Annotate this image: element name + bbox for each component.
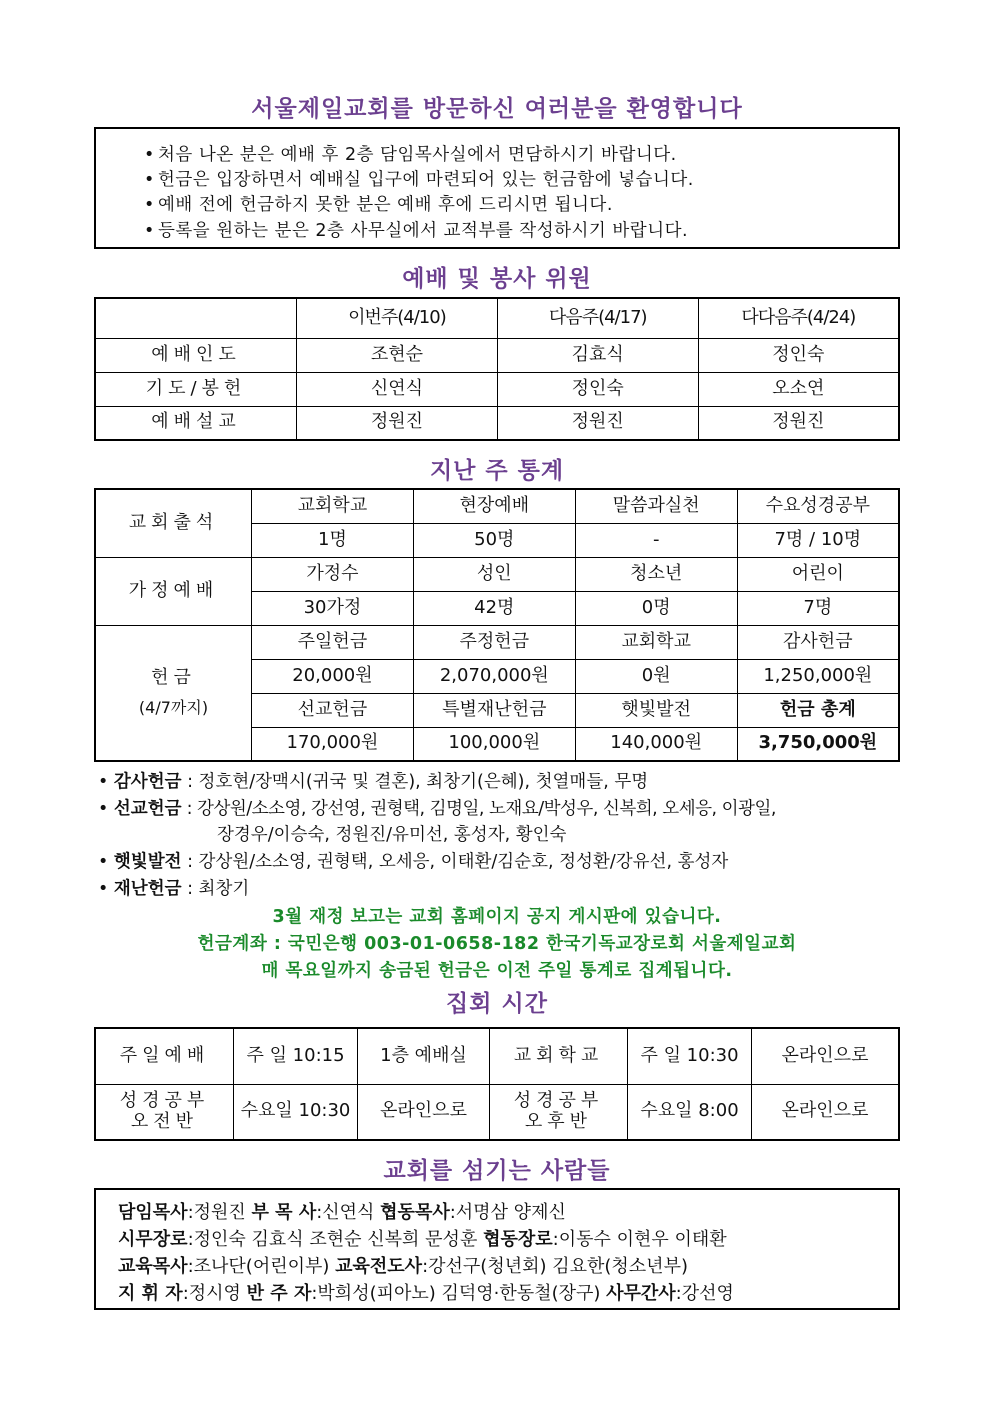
stat-value: 100,000원 — [413, 727, 575, 761]
offering-label-text: 헌금 — [151, 667, 196, 689]
intro-line: • 예배 전에 헌금하지 못한 분은 예배 후에 드리시면 됩니다. — [144, 195, 613, 215]
stat-header: 청소년 — [575, 557, 737, 591]
stat-value: 0원 — [575, 659, 737, 693]
stat-header: 주일헌금 — [252, 625, 414, 659]
stat-header: 말씀과실천 — [575, 489, 737, 523]
thanks-label: 감사헌금 — [113, 772, 182, 792]
server-cell: 조현순 — [297, 338, 498, 372]
thanks-line: • 감사헌금 : 정호현/장맥시(귀국 및 결혼), 최창기(은혜), 첫열매들, 무명 — [98, 772, 649, 792]
role-label: 예배설교 — [95, 406, 297, 440]
stat-value: 2,070,000원 — [413, 659, 575, 693]
schedule-cell: 성경공부 오후반 — [490, 1084, 628, 1140]
schedule-cell: 1층 예배실 — [358, 1028, 490, 1084]
disaster-line: • 재난헌금 : 최창기 — [98, 879, 250, 899]
staff-line: 시무장로:정인숙 김효식 조현순 신복희 문성훈 협동장로:이동수 이현우 이태환 — [118, 1229, 727, 1250]
offering-label — [95, 625, 252, 761]
stat-value: 7명 — [737, 591, 899, 625]
welcome-box — [94, 127, 900, 249]
notice-line: 매 목요일까지 송금된 헌금은 이전 주일 통계로 집계됩니다. — [261, 961, 733, 981]
intro-line: • 헌금은 입장하면서 예배실 입구에 마련되어 있는 헌금함에 넣습니다. — [144, 170, 694, 190]
stat-header: 교회학교 — [575, 625, 737, 659]
schedule-cell: 온라인으로 — [358, 1084, 490, 1140]
staff-line: 교육목사:조나단(어린이부) 교육전도사:강선구(청년회) 김요한(청소년부) — [118, 1256, 688, 1277]
week-header: 다음주(4/17) — [497, 298, 698, 338]
family-label: 가정예배 — [95, 557, 252, 625]
stat-header: 수요성경공부 — [737, 489, 899, 523]
schedule-title: 집회 시간 — [446, 991, 548, 1017]
schedule-cell: 성경공부 오전반 — [95, 1084, 234, 1140]
solar-label: 햇빛발전 — [113, 852, 182, 872]
stat-value: 30가정 — [252, 591, 414, 625]
mission-names: : 강상원/소소영, 강선영, 권형택, 김명일, 노재요/박성우, 신복희, 오세응, 이광일, — [181, 799, 776, 819]
stat-value: 7명 / 10명 — [737, 523, 899, 557]
disaster-label: 재난헌금 — [113, 879, 182, 899]
role-label: 기도/봉헌 — [95, 372, 297, 406]
server-cell: 오소연 — [698, 372, 899, 406]
stat-header: 현장예배 — [413, 489, 575, 523]
staff-line: 지 휘 자:정시영 반 주 자:박희성(피아노) 김덕영·한동철(장구) 사무간사:강선영 — [118, 1283, 734, 1304]
stat-header: 햇빛발전 — [575, 693, 737, 727]
stat-value: - — [575, 523, 737, 557]
stat-value: 20,000원 — [252, 659, 414, 693]
attendance-label: 교회출석 — [95, 489, 252, 557]
schedule-cell: 온라인으로 — [752, 1084, 900, 1140]
schedule-cell: 주 일 10:15 — [234, 1028, 358, 1084]
intro-line: • 처음 나온 분은 예배 후 2층 담임목사실에서 면담하시기 바랍니다. — [144, 145, 677, 165]
mission-line-2: 장경우/이승숙, 정원진/유미선, 홍성자, 황인숙 — [217, 825, 567, 845]
week-header: 이번주(4/10) — [297, 298, 498, 338]
server-cell: 정인숙 — [698, 338, 899, 372]
server-cell: 김효식 — [497, 338, 698, 372]
role-label: 예배인도 — [95, 338, 297, 372]
schedule-table — [94, 1027, 900, 1141]
server-cell: 정인숙 — [497, 372, 698, 406]
empty-cell — [95, 298, 297, 338]
staff-title: 교회를 섬기는 사람들 — [383, 1158, 611, 1184]
stat-header: 성인 — [413, 557, 575, 591]
stat-value: 0명 — [575, 591, 737, 625]
notice-line: 3월 재정 보고는 교회 홈페이지 공지 게시판에 있습니다. — [272, 907, 722, 927]
offering-sublabel: (4/7까지) — [138, 697, 209, 717]
schedule-cell: 교회학교 — [490, 1028, 628, 1084]
stat-value: 1명 — [252, 523, 414, 557]
staff-box — [94, 1188, 900, 1310]
stat-value: 50명 — [413, 523, 575, 557]
stat-header: 특별재난헌금 — [413, 693, 575, 727]
servers-title: 예배 및 봉사 위원 — [402, 266, 592, 292]
stat-header: 감사헌금 — [737, 625, 899, 659]
staff-line: 담임목사:정원진 부 목 사:신연식 협동목사:서명삼 양제신 — [118, 1202, 566, 1223]
welcome-title: 서울제일교회를 방문하신 여러분을 환영합니다 — [251, 96, 743, 122]
stats-title: 지난 주 통계 — [429, 458, 565, 484]
stat-header: 교회학교 — [252, 489, 414, 523]
schedule-cell: 수요일 10:30 — [234, 1084, 358, 1140]
solar-line: • 햇빛발전 : 강상원/소소영, 권형택, 오세응, 이태환/김순호, 정성환/강유선, 홍성자 — [98, 852, 729, 872]
solar-names: : 강상원/소소영, 권형택, 오세응, 이태환/김순호, 정성환/강유선, 홍성자 — [181, 852, 729, 872]
server-cell: 정원진 — [297, 406, 498, 440]
total-value: 3,750,000원 — [737, 727, 899, 761]
server-cell: 정원진 — [497, 406, 698, 440]
schedule-cell: 수요일 8:00 — [628, 1084, 752, 1140]
mission-line: • 선교헌금 : 강상원/소소영, 강선영, 권형택, 김명일, 노재요/박성우, 신복희, 오세응, 이광일, — [98, 799, 776, 819]
week-header: 다다음주(4/24) — [698, 298, 899, 338]
schedule-cell: 주 일 10:30 — [628, 1028, 752, 1084]
stat-value: 42명 — [413, 591, 575, 625]
intro-line: • 등록을 원하는 분은 2층 사무실에서 교적부를 작성하시기 바랍니다. — [144, 221, 689, 241]
stat-value: 1,250,000원 — [737, 659, 899, 693]
stat-header: 어린이 — [737, 557, 899, 591]
stat-header: 주정헌금 — [413, 625, 575, 659]
stat-header: 가정수 — [252, 557, 414, 591]
servers-table — [94, 297, 900, 441]
disaster-names: : 최창기 — [181, 879, 250, 899]
server-cell: 정원진 — [698, 406, 899, 440]
stats-table — [94, 488, 900, 762]
total-header: 헌금 총계 — [737, 693, 899, 727]
schedule-cell: 주일예배 — [95, 1028, 234, 1084]
stat-value: 140,000원 — [575, 727, 737, 761]
server-cell: 신연식 — [297, 372, 498, 406]
mission-label: 선교헌금 — [113, 799, 182, 819]
thanks-names: : 정호현/장맥시(귀국 및 결혼), 최창기(은혜), 첫열매들, 무명 — [181, 772, 649, 792]
stat-header: 선교헌금 — [252, 693, 414, 727]
stat-value: 170,000원 — [252, 727, 414, 761]
notice-line: 헌금계좌 : 국민은행 003-01-0658-182 한국기독교장로회 서울제일교회 — [197, 934, 797, 954]
schedule-cell: 온라인으로 — [752, 1028, 900, 1084]
